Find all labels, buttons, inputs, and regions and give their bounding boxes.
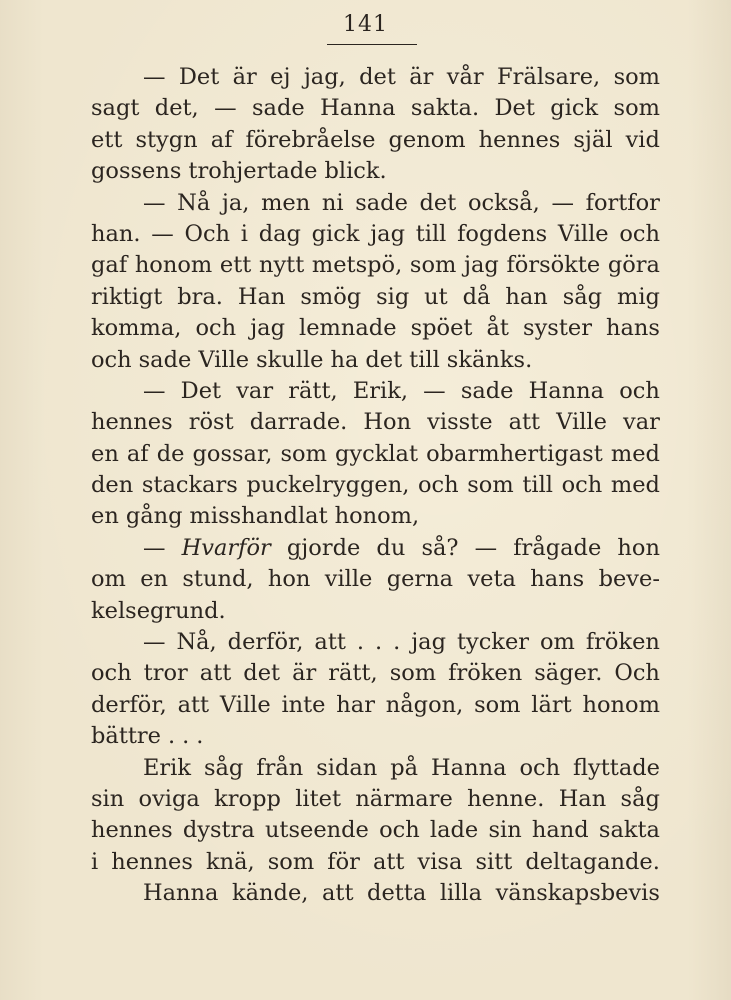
text-line <box>91 93 660 124</box>
word: med <box>610 440 660 467</box>
word: såg <box>562 283 603 310</box>
word: flyttade <box>573 754 660 781</box>
word: . <box>182 723 190 750</box>
word: kelsegrund. <box>91 597 226 624</box>
word: Han <box>558 785 607 812</box>
word: dystra <box>182 817 255 844</box>
word: visa <box>417 848 463 875</box>
word: han <box>505 283 548 310</box>
word: har <box>336 691 375 718</box>
word: det, <box>154 95 199 122</box>
text-line <box>91 250 660 281</box>
word: det <box>243 660 281 687</box>
word: deltagande. <box>525 848 660 875</box>
word: vid <box>625 126 660 153</box>
text-line <box>91 313 660 344</box>
word: gossens <box>91 158 182 185</box>
word: hon <box>267 566 311 593</box>
word: som <box>389 660 437 687</box>
word: — <box>551 189 574 216</box>
word: som <box>267 848 315 875</box>
word: . <box>167 723 176 750</box>
word: om <box>91 566 126 593</box>
word: ni <box>321 189 344 216</box>
word: en <box>140 566 169 593</box>
word: sade <box>138 346 192 373</box>
word: — <box>143 534 166 561</box>
word: som <box>409 252 457 279</box>
word: Ville <box>198 346 250 373</box>
word: för <box>327 848 360 875</box>
word: till <box>409 346 440 373</box>
text-line <box>91 533 660 564</box>
word: Erik <box>143 754 192 781</box>
word: skänks. <box>446 346 533 373</box>
word: lärt <box>531 691 572 718</box>
word: Ville <box>219 691 271 718</box>
word: nytt <box>258 252 305 279</box>
text-line <box>91 847 660 878</box>
word: Det <box>494 95 535 122</box>
word: kände, <box>232 880 309 907</box>
text-line <box>91 627 660 658</box>
word: hand <box>531 817 589 844</box>
text-line <box>91 282 660 313</box>
word: och <box>195 315 237 342</box>
word: att <box>321 880 354 907</box>
word: hennes <box>478 126 561 153</box>
word: så? <box>421 534 459 561</box>
word: Hanna <box>528 377 605 404</box>
word: tror <box>143 660 188 687</box>
word: du <box>376 534 406 561</box>
word: jag, <box>303 64 346 90</box>
word: Och <box>184 220 231 247</box>
word: Hvarför <box>181 534 271 561</box>
word: — <box>143 64 166 90</box>
word: jag <box>250 315 285 342</box>
word: misshandlat <box>189 503 328 530</box>
word: Det <box>180 377 222 404</box>
word: af <box>126 440 149 467</box>
word: som <box>474 691 521 718</box>
word: ja, <box>221 189 250 216</box>
word: lade <box>429 817 479 844</box>
word: är <box>292 660 317 687</box>
word: var <box>236 377 274 404</box>
word: knä, <box>205 848 255 875</box>
word: Nå <box>177 189 211 216</box>
word: gick <box>550 95 599 122</box>
word: någon, <box>385 691 464 718</box>
text-line <box>91 125 660 156</box>
word: hon <box>617 534 660 561</box>
word: och <box>619 220 660 247</box>
word: sig <box>376 283 410 310</box>
word: i <box>240 220 248 247</box>
text-line <box>91 156 660 187</box>
text-line <box>91 878 660 909</box>
word: stygn <box>135 126 198 153</box>
word: Frälsare, <box>497 64 601 90</box>
word: Det <box>178 64 220 90</box>
word: sakta <box>598 817 660 844</box>
word: själ <box>573 126 613 153</box>
text-line <box>91 815 660 846</box>
text-line <box>91 784 660 815</box>
word: — <box>151 220 174 247</box>
word: sakta. <box>410 95 480 122</box>
header-rule <box>327 44 417 45</box>
word: inte <box>281 691 326 718</box>
word: Erik, <box>352 377 408 404</box>
word: jag <box>464 252 499 279</box>
word: göra <box>607 252 660 279</box>
word: hennes <box>91 817 173 844</box>
word: honom, <box>334 503 420 530</box>
word: fogdens <box>457 220 548 247</box>
word: fortfor <box>585 189 660 216</box>
word: till <box>522 472 553 499</box>
word: ej <box>270 64 291 90</box>
word: smög <box>300 283 362 310</box>
word: rätt, <box>328 660 378 687</box>
word: också, <box>467 189 540 216</box>
word: att <box>508 409 541 436</box>
word: gjorde <box>286 534 361 561</box>
word: på <box>390 754 419 781</box>
word: ville <box>324 566 373 593</box>
word: fröken <box>448 660 523 687</box>
word: Och <box>614 660 660 687</box>
word: litet <box>295 785 341 812</box>
word: och <box>379 817 420 844</box>
word: Hanna <box>431 754 507 781</box>
word: att <box>372 848 405 875</box>
word: spöet <box>410 315 473 342</box>
word: och <box>91 346 132 373</box>
word: derför, <box>91 691 167 718</box>
text-line <box>91 376 660 407</box>
word: är <box>409 64 434 90</box>
word: som <box>467 472 514 499</box>
word: Ville <box>557 220 609 247</box>
word: röst <box>188 409 234 436</box>
word: och <box>519 754 561 781</box>
word: att <box>314 629 346 656</box>
word: puckelryggen, <box>246 472 410 499</box>
word: såg <box>620 785 660 812</box>
word: men <box>261 189 311 216</box>
text-line <box>91 564 660 595</box>
word: i <box>91 848 99 875</box>
text-line <box>91 596 660 627</box>
word: om <box>539 629 575 656</box>
word: af <box>210 126 233 153</box>
word: trohjertade <box>188 158 318 185</box>
word: rätt, <box>288 377 338 404</box>
text-line <box>91 439 660 470</box>
text-line <box>91 188 660 219</box>
word: mig <box>617 283 660 310</box>
text-line <box>91 407 660 438</box>
word: sade <box>460 377 514 404</box>
word: och <box>417 472 459 499</box>
text-line <box>91 753 660 784</box>
word: syster <box>523 315 592 342</box>
word: säger. <box>534 660 603 687</box>
word: lilla <box>439 880 483 907</box>
word: stund, <box>182 566 254 593</box>
text-line <box>91 470 660 501</box>
word: jag <box>411 629 446 656</box>
word: — <box>214 95 237 122</box>
word: det <box>359 64 396 90</box>
word: sin <box>91 785 125 812</box>
word: sagt <box>91 95 140 122</box>
word: fröken <box>585 629 660 656</box>
word: Ville <box>556 409 607 436</box>
word: gick <box>311 220 360 247</box>
word: han. <box>91 220 141 247</box>
word: detta <box>367 880 427 907</box>
word: — <box>143 629 166 656</box>
word: att <box>177 691 210 718</box>
word: riktigt <box>91 283 163 310</box>
word: derför, <box>227 629 304 656</box>
text-line <box>91 501 660 532</box>
word: frågade <box>513 534 602 561</box>
word: hans <box>530 566 585 593</box>
word: till <box>415 220 447 247</box>
word: kropp <box>214 785 281 812</box>
word: Hon <box>363 409 412 436</box>
word: sade <box>355 189 408 216</box>
text-line <box>91 658 660 689</box>
word: — <box>423 377 446 404</box>
word: bra. <box>177 283 223 310</box>
word: . <box>374 629 383 656</box>
word: tycker <box>456 629 530 656</box>
word: veta <box>467 566 516 593</box>
word: gaf <box>91 252 128 279</box>
word: gång <box>125 503 183 530</box>
page-number: 141 <box>343 12 388 37</box>
word: dag <box>258 220 301 247</box>
word: att <box>199 660 232 687</box>
word: sitt <box>475 848 513 875</box>
word: såg <box>203 754 244 781</box>
word: Hanna <box>143 880 219 907</box>
word: närmare <box>355 785 453 812</box>
word: gerna <box>386 566 454 593</box>
word: ett <box>219 252 252 279</box>
word: honom <box>134 252 213 279</box>
word: försökte <box>506 252 601 279</box>
word: skulle <box>256 346 324 373</box>
word: komma, <box>91 315 182 342</box>
word: en <box>91 440 119 467</box>
word: visste <box>427 409 493 436</box>
text-line <box>91 345 660 376</box>
word: som <box>613 64 660 90</box>
word: jag <box>370 220 405 247</box>
word: som <box>280 440 327 467</box>
word: utseende <box>264 817 369 844</box>
word: från <box>256 754 304 781</box>
word: vår <box>446 64 484 90</box>
text-line <box>91 62 660 93</box>
word: beve- <box>598 566 660 593</box>
word: Nå, <box>176 629 217 656</box>
word: . <box>393 629 401 656</box>
word: de <box>156 440 185 467</box>
word: den <box>91 472 134 499</box>
word: . <box>196 723 204 750</box>
word: gycklat <box>335 440 419 467</box>
word: — <box>143 377 166 404</box>
text-line <box>91 690 660 721</box>
word: är <box>232 64 257 90</box>
word: blick. <box>324 158 387 185</box>
word: då <box>462 283 491 310</box>
word: ett <box>91 126 123 153</box>
word: metspö, <box>311 252 403 279</box>
word: med <box>610 472 660 499</box>
word: och <box>561 472 603 499</box>
word: obarmhertigast <box>426 440 603 467</box>
word: hans <box>606 315 660 342</box>
word: — <box>143 189 166 216</box>
word: henne. <box>467 785 545 812</box>
word: var <box>623 409 660 436</box>
word: som <box>613 95 660 122</box>
word: genom <box>388 126 466 153</box>
word: sin <box>488 817 522 844</box>
word: sade <box>252 95 305 122</box>
word: och <box>91 660 132 687</box>
word: hennes <box>91 409 173 436</box>
word: darrade. <box>249 409 348 436</box>
word: förebråelse <box>245 126 376 153</box>
word: . <box>356 629 365 656</box>
word: — <box>474 534 498 561</box>
word: vänskapsbevis <box>495 880 660 907</box>
word: sidan <box>316 754 378 781</box>
body-text <box>91 62 660 910</box>
word: gossar, <box>192 440 273 467</box>
word: ut <box>424 283 448 310</box>
word: ha <box>330 346 359 373</box>
word: det <box>365 346 403 373</box>
word: och <box>619 377 660 404</box>
word: oviga <box>138 785 200 812</box>
word: stackars <box>141 472 238 499</box>
text-line <box>91 721 660 752</box>
word: det <box>419 189 457 216</box>
word: en <box>91 503 119 530</box>
text-line <box>91 219 660 250</box>
word: honom <box>582 691 660 718</box>
word: Han <box>237 283 286 310</box>
word: Hanna <box>320 95 396 122</box>
word: lemnade <box>299 315 397 342</box>
word: åt <box>486 315 509 342</box>
word: bättre <box>91 723 161 750</box>
word: hennes <box>111 848 193 875</box>
